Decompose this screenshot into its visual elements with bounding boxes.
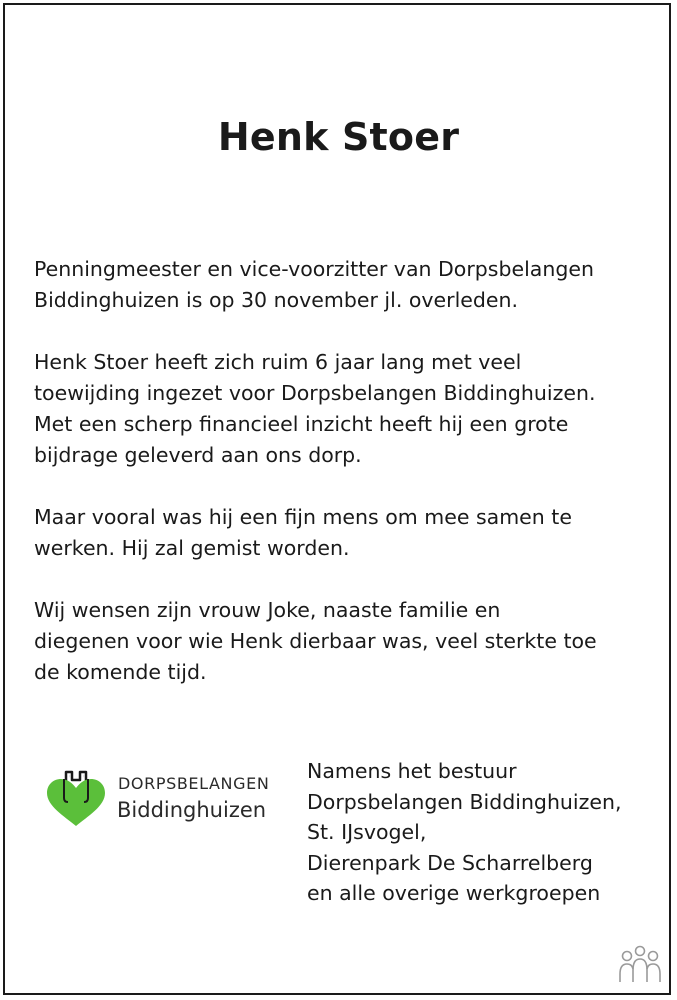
notice-title: Henk Stoer	[217, 115, 460, 159]
paragraph-line: werken. Hij zal gemist worden.	[34, 536, 350, 560]
paragraph-line: Maar vooral was hij een fijn mens om mee samen te	[34, 505, 572, 529]
paragraph-line: Henk Stoer heeft zich ruim 6 jaar lang met veel	[34, 350, 522, 374]
dorpsbelangen-logo	[44, 766, 294, 836]
paragraph-line: de komende tijd.	[34, 660, 207, 684]
paragraph-line: bijdrage geleverd aan ons dorp.	[34, 443, 362, 467]
paragraph-1	[34, 254, 644, 316]
logo-line-2: Biddinghuizen	[117, 798, 267, 822]
signoff-line: St. IJsvogel,	[307, 820, 427, 844]
signoff-line: Dierenpark De Scharrelberg	[307, 850, 593, 875]
people-group-icon	[617, 944, 663, 984]
paragraph-3	[34, 502, 644, 564]
signoff-line: Namens het bestuur	[307, 759, 517, 783]
paragraph-line: Wij wensen zijn vrouw Joke, naaste familie en	[34, 598, 501, 622]
paragraph-line: toewijding ingezet voor Dorpsbelangen Biddinghuizen.	[34, 381, 596, 405]
notice-body	[34, 254, 644, 719]
heart-with-towers-icon	[44, 766, 108, 832]
paragraph-line: Penningmeester en vice-voorzitter van Dorpsbelangen	[34, 257, 594, 281]
paragraph-line: Met een scherp financieel inzicht heeft hij een grote	[34, 412, 569, 436]
paragraph-2	[34, 347, 644, 471]
logo-line-1: DORPSBELANGEN	[118, 774, 270, 793]
paragraph-4	[34, 595, 644, 688]
paragraph-line: Biddinghuizen is op 30 november jl. overleden.	[34, 288, 519, 312]
signoff-line: Dorpsbelangen Biddinghuizen,	[307, 789, 622, 814]
signoff-line: en alle overige werkgroepen	[307, 881, 601, 905]
signoff	[307, 756, 622, 909]
paragraph-line: diegenen voor wie Henk dierbaar was, veel sterkte toe	[34, 629, 597, 653]
